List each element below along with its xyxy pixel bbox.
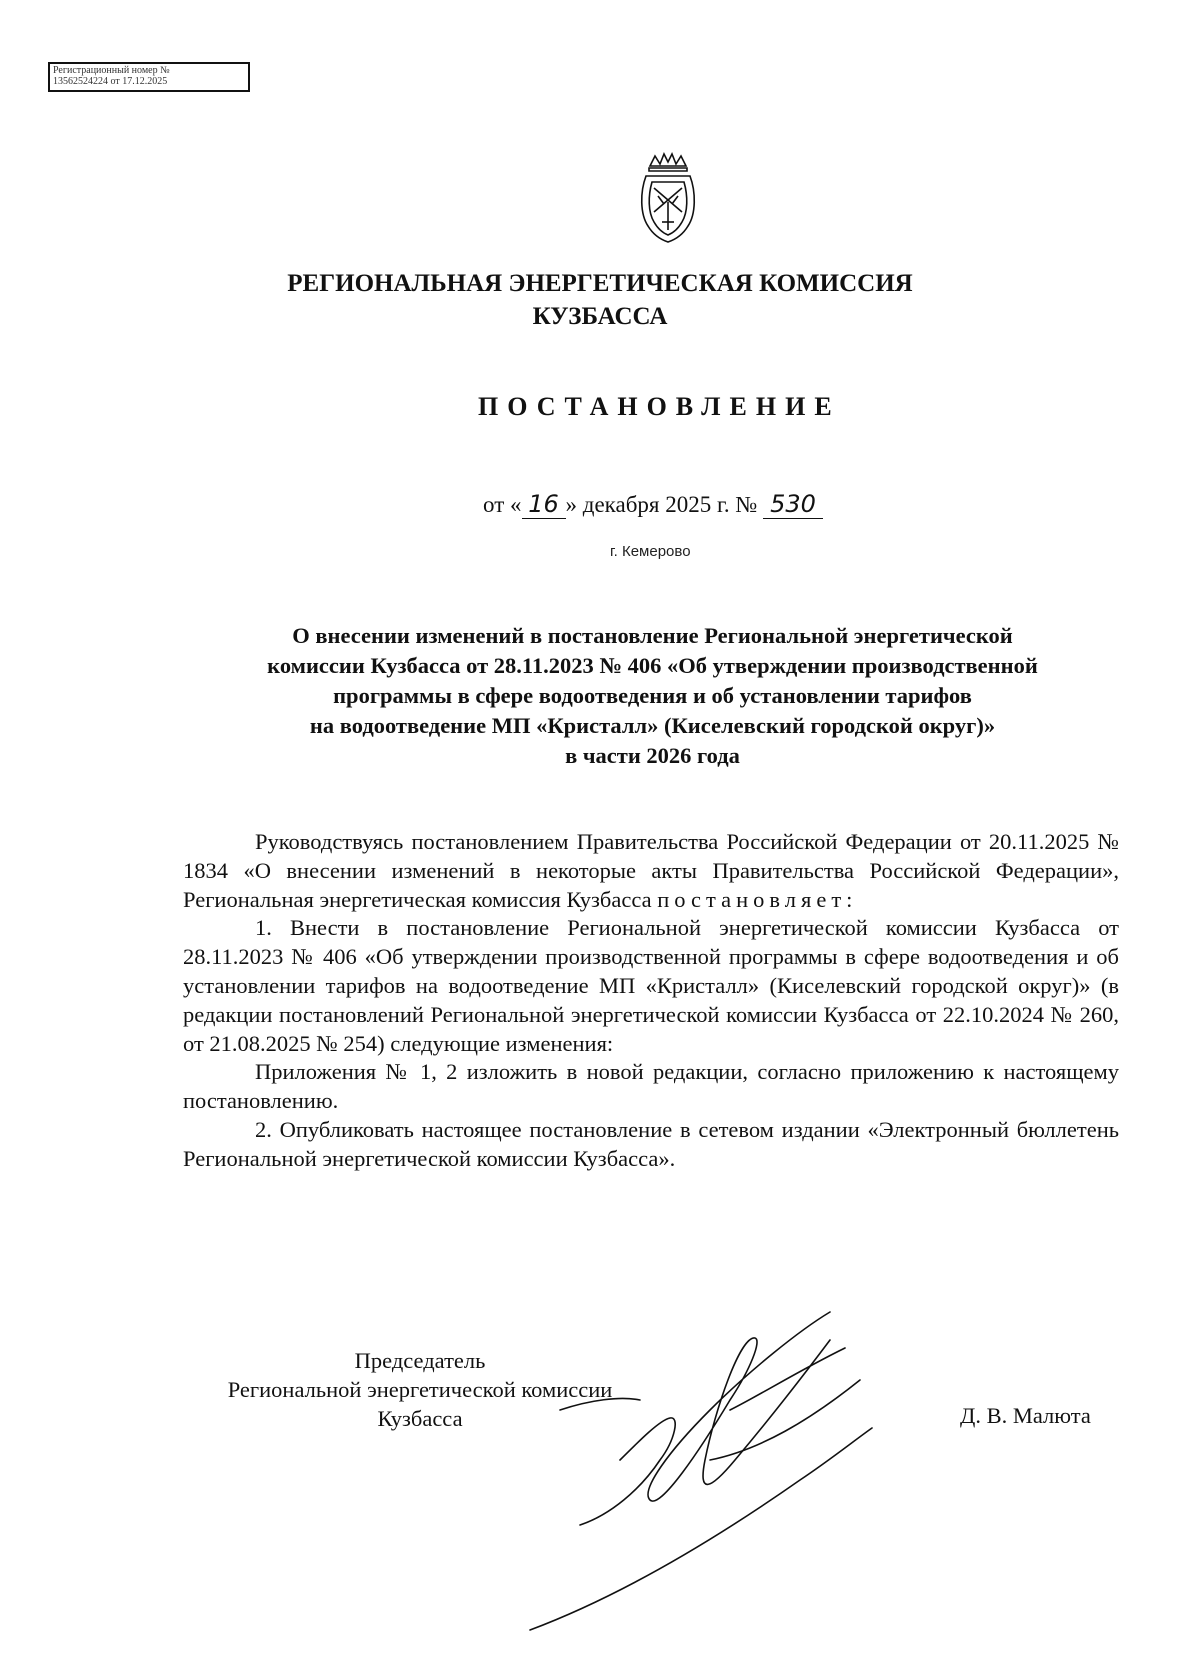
subject-line: комиссии Кузбасса от 28.11.2023 № 406 «Об утверждении производственной bbox=[267, 653, 1038, 678]
handwritten-document-number: 530 bbox=[763, 490, 823, 519]
document-date-line bbox=[483, 490, 823, 519]
subject-line: О внесении изменений в постановление Региональной энергетической bbox=[292, 623, 1013, 648]
subject-line: программы в сфере водоотведения и об установлении тарифов bbox=[333, 683, 972, 708]
registration-label: Регистрационный номер № bbox=[53, 65, 170, 76]
date-prefix: от « bbox=[483, 492, 522, 517]
organization-title-line1: РЕГИОНАЛЬНАЯ ЭНЕРГЕТИЧЕСКАЯ КОМИССИЯ bbox=[287, 270, 913, 297]
signatory-role-line1: Председатель bbox=[354, 1348, 486, 1373]
signatory-role-line3: Кузбасса bbox=[377, 1405, 463, 1431]
date-month-year: » декабря 2025 г. № bbox=[565, 492, 764, 517]
document-subject bbox=[175, 621, 1130, 771]
registration-number: 13562524224 от 17.12.2025 bbox=[53, 76, 168, 87]
document-type-text: ПОСТАНОВЛЕНИЕ bbox=[478, 392, 841, 421]
handwritten-signature bbox=[500, 1300, 880, 1640]
city-label: г. Кемерово bbox=[610, 543, 691, 560]
resolves-word: постановляет: bbox=[657, 886, 858, 912]
subject-line: в части 2026 года bbox=[565, 743, 740, 768]
handwritten-day: 16 bbox=[522, 490, 566, 519]
item-1-paragraph: 1. Внести в постановление Региональной энергетической комиссии Кузбасса от 28.11.2023 № 406 «Об утверждении производственной программы в сфере водоотведения и об установлении тарифов на водоотведение МП «Кристалл» (Киселевский городской округ)» (в редакции постановлений Региональной энергетической комиссии Кузбасса от 22.10.2024 № 260, от 21.08.2025 № 254) следующие изменения: bbox=[183, 915, 1119, 1056]
subject-line: на водоотведение МП «Кристалл» (Киселевский городской округ)» bbox=[309, 713, 996, 738]
item-1-detail-paragraph: Приложения № 1, 2 изложить в новой редакции, согласно приложению к настоящему постановлению. bbox=[183, 1059, 1119, 1114]
document-body bbox=[183, 828, 1119, 1174]
preamble-text: Руководствуясь постановлением Правительства Российской Федерации от 20.11.2025 № 1834 «О внесении изменений в некоторые акты Правительства Российской Федерации», Региональная энергетическая комиссия Кузбасса bbox=[183, 829, 1119, 912]
coat-of-arms-icon bbox=[638, 152, 698, 244]
organization-title-line2: КУЗБАССА bbox=[532, 303, 668, 330]
signatory-role-line2: Региональной энергетической комиссии bbox=[227, 1376, 613, 1402]
item-2-paragraph: 2. Опубликовать настоящее постановление в сетевом издании «Электронный бюллетень Региональной энергетической комиссии Кузбасса». bbox=[183, 1116, 1119, 1171]
preamble-paragraph bbox=[183, 828, 1119, 914]
registration-stamp bbox=[48, 62, 250, 92]
signatory-name: Д. В. Малюта bbox=[960, 1403, 1091, 1428]
